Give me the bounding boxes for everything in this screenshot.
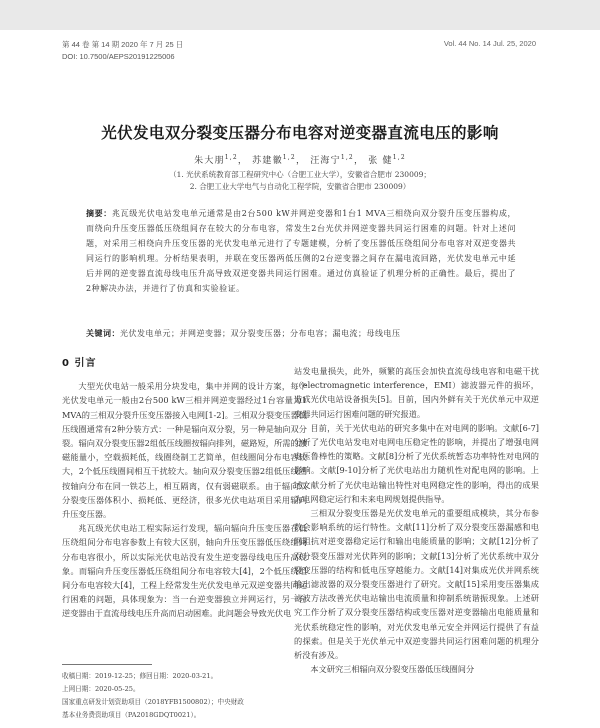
keywords-text: 光伏发电单元；并网逆变器；双分裂变压器；分布电容；漏电流；母线电压 bbox=[120, 329, 401, 338]
footnote-divider bbox=[62, 664, 152, 665]
author-name: 张 健 bbox=[368, 156, 393, 166]
author-name: 汪海宁 bbox=[310, 156, 341, 166]
author-affil-mark: 1,2 bbox=[392, 154, 406, 161]
body-paragraph: 目前，关于光伏电站的研究多集中在对电网的影响。文献[6-7]分析了光伏电站发电对电网电压稳定性的影响，并提出了增强电网电压鲁棒性的策略。文献[8]分析了光伏系统暂态功率特性对电网的影响。文献[9-10]分析了光伏电站出力随机性对配电网的影响。上述文献分析了光伏电站输出特性对电网稳定性的影响，得出的成果为电网稳定运行和未来电网规划提供指导。 bbox=[294, 422, 539, 504]
body-paragraph: 三相双分裂变压器是光伏发电单元的重要组成模块，其分布参数会影响系统的运行特性。文献[11]分析了双分裂变压器漏感和电网阻抗对逆变器稳定运行和输出电能质量的影响；文献[12]分析了双分裂变压器对光伏阵列的影响；文献[13]分析了光伏系统中双分裂变压器的结构和低电压穿越能力。文献[14]对集成光伏并网系统输出滤波器的双分裂变压器进行了研究。文献[15]采用变压器集成滤波方法改善光伏电站输出电流质量和抑制系统谐振现象。上述研究工作分析了双分裂变压器结构或变压器对逆变器输出电能质量和光伏系统稳定性的影响，对光伏发电单元安全并网运行提供了有益的探索。但是关于光伏单元中双逆变器共同运行困难问题的机理分析没有涉及。 bbox=[294, 508, 539, 661]
footnote-line: 收稿日期：2019-12-25；修回日期：2020-03-21。 bbox=[62, 672, 218, 680]
affiliation-line: （1. 光伏系统教育部工程研究中心（合肥工业大学），安徽省合肥市 230009； bbox=[169, 170, 431, 179]
doi-line: DOI: 10.7500/AEPS20191225006 bbox=[62, 52, 175, 61]
author-affil-mark: 1,2 bbox=[340, 154, 354, 161]
body-paragraph: 站发电量损失，此外，频繁的高压会加快直流母线电容和电磁干扰（electromagnetic interference，EMI）滤波器元件的损坏，造成光伏电站设备损失[5]。目前，国内外鲜有关于光伏单元中双逆变器共同运行困难问题的研究报道。 bbox=[294, 366, 539, 419]
body-paragraph: 大型光伏电站一般采用分块发电，集中并网的设计方案，每个光伏发电单元一般由2台500 kW三相并网逆变器经过1台容量为1 MVA的三相双分裂升压变压器接入电网[1-2]。三相双分裂变压器低压线圈通常有2种分装方式：一种是辐向双分裂，另一种是轴向双分裂。辐向双分裂变压器2组低压线圈按辐向排列，磁路短，所需的激磁能量小，空载损耗低，线圈绕制工艺简单，但线圈间分布电容较大，2个低压线圈间相互干扰较大。轴向双分裂变压器2组低压线圈按轴向分布在同一铁芯上，相互隔离，仅有弱磁联系。由于辐向双分裂变压器体积小、损耗低、更经济，很多光伏电站项目采用辐向升压变压器。 bbox=[62, 381, 307, 520]
footnote-line: 国家重点研发计划资助项目（2018YFB1500802）；中央财政 bbox=[62, 698, 244, 706]
footnote-line: 基本业务费资助项目（PA2018GDQT0021）。 bbox=[62, 711, 201, 719]
footnote-line: 上网日期：2020-05-25。 bbox=[62, 685, 140, 693]
author-list: 朱大朋$^{1,2}$， 苏建徽$^{1,2}$， 汪海宁$^{1,2}$， 张 健$^{1,2}$ bbox=[194, 154, 406, 166]
right-column bbox=[294, 364, 539, 676]
abstract-label: 摘要： bbox=[86, 209, 112, 218]
keywords-label: 关键词： bbox=[86, 329, 120, 338]
header-band bbox=[0, 0, 600, 30]
abstract-text: 兆瓦级光伏电站发电单元通常是由2台500 kW并网逆变器和1台1 MVA三相绕向双分裂升压变压器构成，而绕向升压变压器低压绕组间存在较大的分布电容，常发生2台光伏并网逆变器共同运行困难的问题。针对上述问题，对采用三相绕向升压变压器的光伏发电单元进行了专题建模，分析了变压器低压绕组间分布电容对双逆变器共同运行的影响机理。分析结果表明，并联在变压器两低压侧的2台逆变器之间存在漏电流回路，光伏发电单元中延后并网的逆变器直流母线电压升高导致双逆变器共同运行困难。通过仿真验证了机理分析的正确性。最后，提出了2种解决办法，并进行了仿真和实验验证。 bbox=[86, 209, 516, 293]
journal-issue-info-english: Vol. 44 No. 14 Jul. 25, 2020 bbox=[443, 39, 536, 48]
author-affil-mark: 1,2 bbox=[224, 154, 238, 161]
body-paragraph: 兆瓦级光伏电站工程实际运行发现，辐向辐向升压变压器在低压绕组间分布电容参数上有较大区别，轴向升压变压器低压绕组间分布电容很小，所以实际光伏电站没有发生逆变器母线电压升高现象。而辐向升压变压器低压绕组间分布电容较大[4]，2个低压绕组间分布电容较大[4]，工程上经常发生光伏发电单元双逆变器共同运行困难的问题，具体现象为：当一台逆变器独立并网运行，另一台逆变器由于直流母线电压升高而启动困难。此问题会导致光伏电 bbox=[62, 523, 307, 619]
abstract bbox=[86, 206, 516, 296]
author-name: 朱大朋 bbox=[194, 156, 225, 166]
left-column bbox=[62, 357, 307, 621]
body-paragraph: 本文研究三相辐向双分裂变压器低压线圈间分 bbox=[310, 664, 475, 675]
affiliation-line: 2. 合肥工业大学电气与自动化工程学院，安徽省合肥市 230009） bbox=[189, 182, 411, 191]
footnotes bbox=[62, 670, 302, 722]
author-affil-mark: 1,2 bbox=[282, 154, 296, 161]
keywords bbox=[86, 327, 516, 341]
section-heading: 0 引言 bbox=[62, 358, 97, 369]
journal-issue-info: 第 44 卷 第 14 期 2020 年 7 月 25 日 bbox=[62, 40, 184, 49]
paper-title: 光伏发电双分裂变压器分布电容对逆变器直流电压的影响 bbox=[101, 124, 499, 142]
author-name: 苏建徽 bbox=[252, 156, 283, 166]
